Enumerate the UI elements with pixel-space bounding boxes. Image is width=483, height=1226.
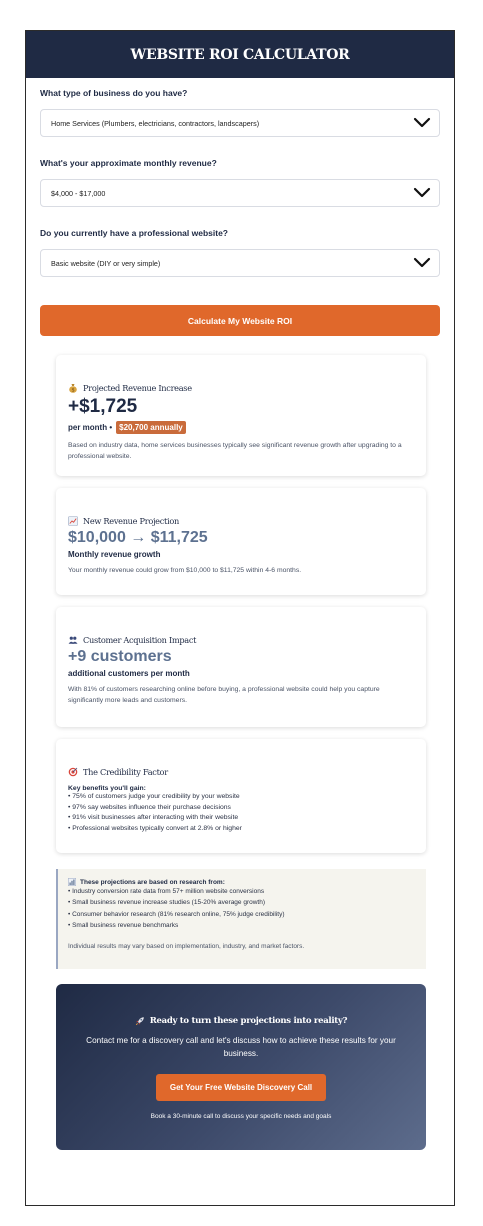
cta-footnote: Book a 30-minute call to discuss your specific needs and goals: [150, 1113, 332, 1120]
per-month-label: per month •: [68, 423, 113, 432]
benefit-item: • 75% of customers judge your credibility by your website: [68, 793, 240, 800]
disclaimer-note: Individual results may vary based on implementation, industry, and market factors.: [68, 943, 305, 951]
customer-acquisition-card: [56, 607, 426, 727]
monthly-growth-label: Monthly revenue growth: [68, 550, 161, 559]
business-type-label: What type of business do you have?: [40, 88, 188, 98]
revenue-increase-value: +$1,725: [68, 396, 138, 417]
benefits-title: Key benefits you'll gain:: [68, 785, 146, 792]
monthly-revenue-label: What's your approximate monthly revenue?: [40, 158, 217, 168]
card-title: The Credibility Factor: [83, 767, 168, 777]
calculate-button[interactable]: Calculate My Website ROI: [40, 305, 440, 336]
benefit-item: • 91% visit businesses after interacting with their website: [68, 814, 239, 821]
website-status-label: Do you currently have a professional website?: [40, 228, 228, 238]
customers-per-month-label: additional customers per month: [68, 669, 190, 678]
chart-increasing-icon: [68, 516, 78, 526]
chevron-down-icon: [413, 187, 431, 199]
discovery-call-button[interactable]: Get Your Free Website Discovery Call: [156, 1074, 326, 1101]
money-bag-icon: [68, 383, 78, 393]
cta-panel: [56, 984, 426, 1150]
monthly-revenue-value: $4,000 - $17,000: [51, 188, 106, 198]
revenue-projection-card: [56, 488, 426, 595]
card-title: Customer Acquisition Impact: [83, 635, 197, 645]
monthly-revenue-select[interactable]: [40, 179, 440, 207]
bar-chart-icon: [68, 878, 76, 886]
calculator-header: [26, 31, 454, 78]
benefit-item: • Professional websites typically convert at 2.8% or higher: [68, 824, 242, 832]
chevron-down-icon: [413, 117, 431, 129]
research-item: • Small business revenue benchmarks: [68, 921, 179, 929]
page-title: WEBSITE ROI CALCULATOR: [130, 46, 350, 63]
target-icon: [68, 767, 78, 777]
research-title: These projections are based on research from:: [80, 878, 225, 886]
business-type-select[interactable]: [40, 109, 440, 137]
benefit-item: • 97% say websites influence their purchase decisions: [68, 803, 231, 811]
revenue-projection-value: $10,000 → $11,725: [68, 529, 208, 546]
research-sources-box: [56, 869, 426, 969]
research-item: • Consumer behavior research (81% research online, 75% judge credibility): [68, 910, 285, 918]
website-status-select[interactable]: [40, 249, 440, 277]
card-title: Projected Revenue Increase: [83, 383, 192, 393]
cta-text: Contact me for a discovery call and let's discuss how to achieve these results for your business.: [86, 1036, 396, 1058]
revenue-increase-card: [56, 355, 426, 476]
website-status-value: Basic website (DIY or very simple): [51, 258, 161, 268]
research-item: • Small business revenue increase studies (15-20% average growth): [68, 899, 266, 907]
card-title: New Revenue Projection: [83, 516, 179, 526]
calculator-frame: [25, 30, 455, 1206]
card-description: With 81% of customers researching online before buying, a professional website could help you capture significantly more leads and customers.: [68, 686, 380, 704]
customers-value: +9 customers: [68, 648, 172, 665]
svg-text:$: $: [71, 387, 75, 393]
card-description: Your monthly revenue could grow from $10,000 to $11,725 within 4-6 months.: [68, 567, 302, 574]
chevron-down-icon: [413, 257, 431, 269]
rocket-icon: [135, 1016, 145, 1026]
cta-title: Ready to turn these projections into reality?: [149, 1016, 348, 1026]
credibility-card: [56, 739, 426, 853]
card-description: Based on industry data, home services businesses typically see significant revenue growth after upgrading to a professional website.: [68, 442, 402, 460]
annual-badge: $20,700 annually: [116, 421, 186, 434]
research-item: • Industry conversion rate data from 57+ million website conversions: [68, 888, 265, 895]
business-type-value: Home Services (Plumbers, electricians, contractors, landscapers): [51, 118, 260, 128]
calculator-form: [26, 88, 454, 336]
people-icon: [68, 635, 78, 645]
